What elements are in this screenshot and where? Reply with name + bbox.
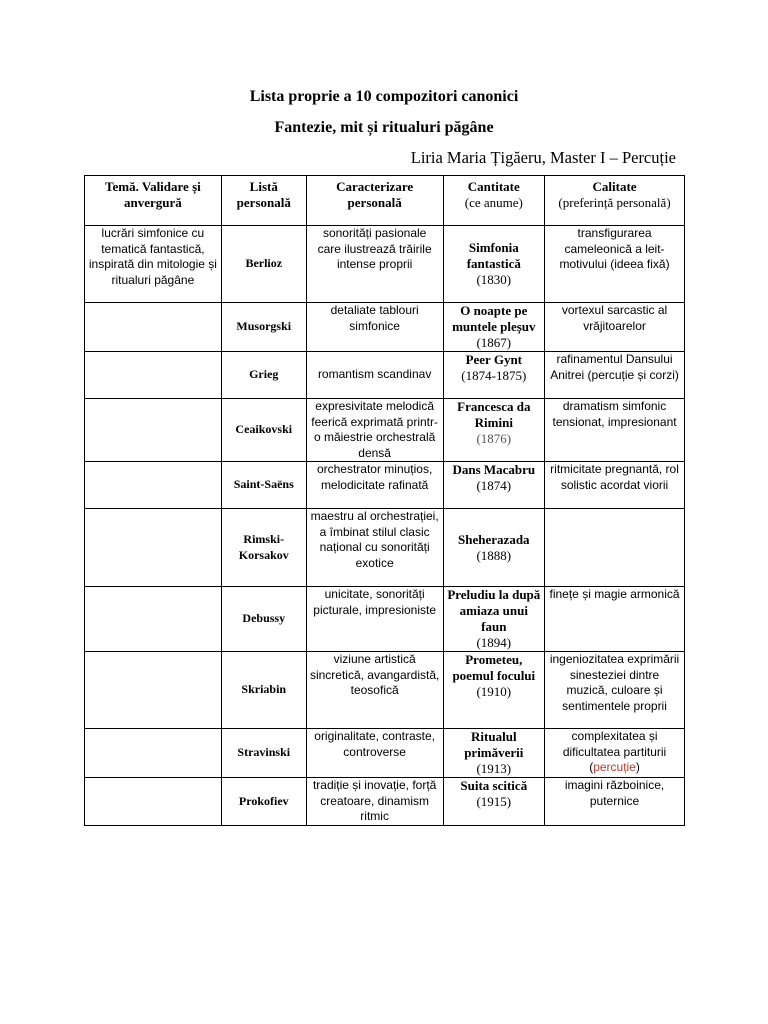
work-title: Simfonia fantastică [466, 240, 521, 271]
composer-cell: Musorgski [221, 303, 306, 352]
table-row [85, 399, 685, 462]
work-year: (1888) [476, 547, 512, 563]
work-cell [443, 303, 545, 352]
work-title: Suita scitică [460, 778, 528, 793]
composer-cell: Debussy [221, 587, 306, 652]
quality-cell: vortexul sarcastic al vrăjitoarelor [545, 303, 685, 352]
table-header-row [85, 176, 685, 226]
document-title: Lista proprie a 10 compozitori canonici [249, 88, 519, 105]
empty-cell [85, 729, 222, 778]
quality-cell: finețe și magie armonică [545, 587, 685, 652]
empty-cell [85, 462, 222, 509]
table-row [85, 652, 685, 729]
work-year: (1867) [476, 335, 512, 350]
trait-cell: romantism scandinav [306, 352, 443, 399]
quality-cell: ritmicitate pregnantă, rol solistic acordat viorii [545, 462, 685, 509]
composer-cell: Berlioz [221, 226, 306, 303]
work-cell [443, 587, 545, 652]
header-quantity-main: Cantitate [467, 179, 520, 194]
work-cell [443, 729, 545, 778]
empty-cell [85, 587, 222, 652]
work-year: (1913) [476, 761, 512, 776]
empty-cell [85, 352, 222, 399]
header-list: Listă personală [221, 176, 306, 226]
quality-cell: transfigurarea cameleonică a leit-motivului (ideea fixă) [545, 226, 685, 303]
composer-cell: Grieg [221, 352, 306, 399]
work-title: Peer Gynt [465, 352, 523, 367]
work-year: (1894) [476, 635, 512, 650]
work-title: O noapte pe muntele pleșuv [452, 303, 536, 334]
work-title: Francesca da Rimini [457, 399, 531, 430]
header-theme: Temă. Validare și anvergură [85, 176, 222, 226]
work-year: (1874-1875) [461, 368, 527, 383]
work-title: Dans Macabru [452, 462, 536, 477]
work-year: (1915) [476, 794, 512, 809]
table-row [85, 352, 685, 399]
trait-cell: maestru al orchestrației, a îmbinat stilul clasic național cu sonorități exotice [306, 509, 443, 587]
quality-cell: ingeniozitatea exprimării sinesteziei dintre muzică, culoare și sentimentele proprii [545, 652, 685, 729]
composer-cell: Stravinski [221, 729, 306, 778]
trait-cell: originalitate, contraste, controverse [306, 729, 443, 778]
work-cell [443, 352, 545, 399]
composer-cell: Saint-Saëns [221, 462, 306, 509]
header-quantity-sub: (ce anume) [464, 195, 523, 210]
table-row [85, 778, 685, 826]
composer-cell: Rimski-Korsakov [221, 509, 306, 587]
table-row [85, 303, 685, 352]
work-cell [443, 778, 545, 826]
quality-cell [545, 509, 685, 587]
work-year: (1874) [476, 478, 512, 493]
composer-cell: Prokofiev [221, 778, 306, 826]
quality-highlight: percuție [593, 760, 636, 774]
trait-cell: tradiție și inovație, forță creatoare, dinamism ritmic [306, 778, 443, 826]
work-cell [443, 399, 545, 462]
quality-cell [545, 729, 685, 778]
table-row [85, 509, 685, 587]
trait-cell: orchestrator minuțios, melodicitate rafinată [306, 462, 443, 509]
trait-cell: detaliate tablouri simfonice [306, 303, 443, 352]
empty-cell [85, 509, 222, 587]
author-line: Liria Maria Țigăeru, Master I – Percuție [410, 148, 676, 167]
work-cell [443, 652, 545, 729]
theme-cell: lucrări simfonice cu tematică fantastică, inspirată din mitologie și ritualuri păgâne [85, 226, 222, 303]
composer-cell: Skriabin [221, 652, 306, 729]
empty-cell [85, 778, 222, 826]
header-quality [545, 176, 685, 226]
table-row [85, 587, 685, 652]
quality-cell: imagini războinice, puternice [545, 778, 685, 826]
header-characterization: Caracterizare personală [306, 176, 443, 226]
work-title: Ritualul primăverii [464, 729, 524, 760]
work-year: (1830) [476, 272, 512, 287]
trait-cell: viziune artistică sincretică, avangardistă, teosofică [306, 652, 443, 729]
quality-cell: dramatism simfonic tensionat, impresionant [545, 399, 685, 462]
trait-cell: sonorități pasionale care ilustrează trăirile intense proprii [306, 226, 443, 303]
document-subtitle: Fantezie, mit și ritualuri păgâne [274, 119, 494, 136]
empty-cell [85, 652, 222, 729]
table-row [85, 226, 685, 303]
composers-table [84, 175, 685, 826]
quality-text: complexitatea și dificultatea partiturii ( [562, 729, 667, 774]
empty-cell [85, 303, 222, 352]
work-title: Preludiu la după amiaza unui faun [447, 587, 541, 634]
header-quantity [443, 176, 545, 226]
table-row [85, 729, 685, 778]
quality-cell: rafinamentul Dansului Anitrei (percuție și corzi) [545, 352, 685, 399]
work-title: Sheherazada [458, 531, 530, 547]
work-year: (1910) [476, 684, 512, 699]
trait-cell: unicitate, sonorități picturale, impresioniste [306, 587, 443, 652]
trait-cell: expresivitate melodică feerică exprimată printr-o măiestrie orchestrală densă [306, 399, 443, 462]
header-quality-sub: (preferință personală) [558, 195, 671, 210]
table-row [85, 462, 685, 509]
work-cell [443, 462, 545, 509]
work-cell [443, 509, 545, 587]
empty-cell [85, 399, 222, 462]
work-title: Prometeu, poemul focului [452, 652, 536, 683]
composer-cell: Ceaikovski [221, 399, 306, 462]
header-quality-main: Calitate [592, 179, 637, 194]
quality-text-end: ) [635, 760, 640, 774]
work-year: (1876) [476, 431, 512, 446]
work-cell [443, 226, 545, 303]
